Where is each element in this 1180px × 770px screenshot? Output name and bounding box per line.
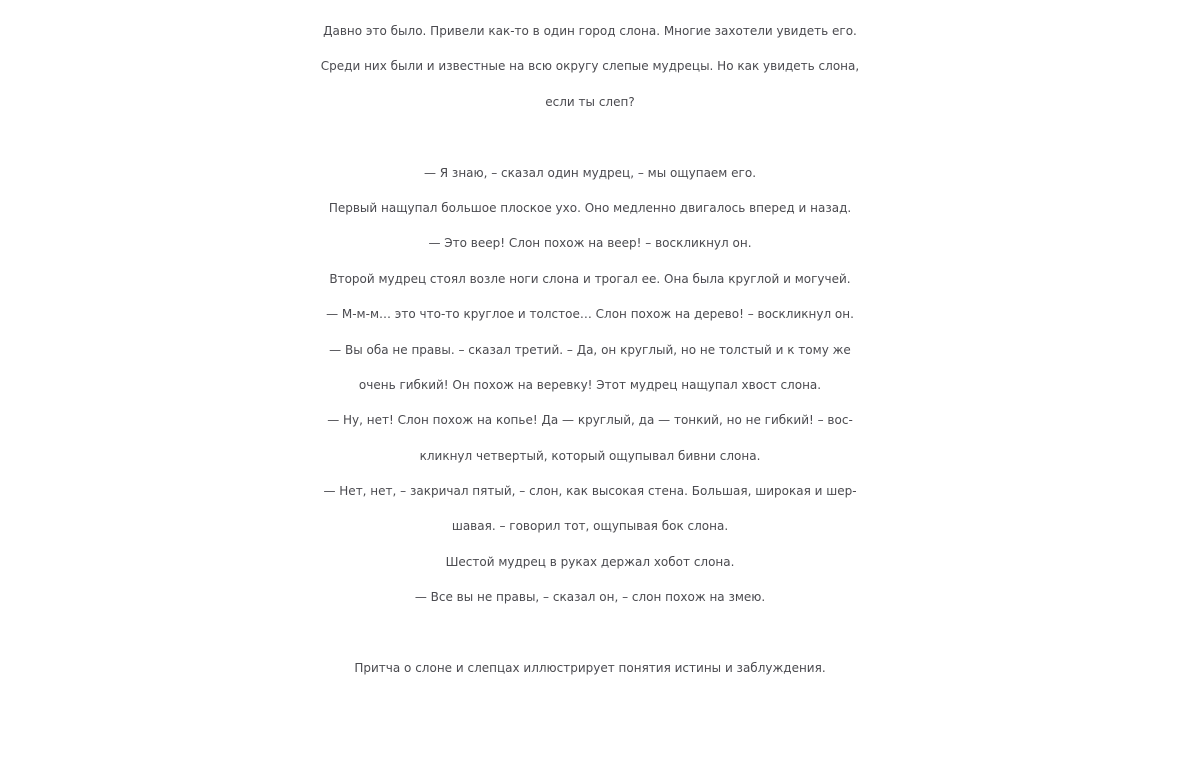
text-line: — Все вы не правы, – сказал он, – слон похож на змею. xyxy=(414,590,766,605)
paragraph-spacer xyxy=(0,120,1180,155)
text-line: Среди них были и известные на всю округу слепые мудрецы. Но как увидеть слона, xyxy=(320,59,860,74)
text-line: очень гибкий! Он похож на веревку! Этот мудрец нащупал хвост слона. xyxy=(358,377,822,392)
text-line: Второй мудрец стоял возле ноги слона и трогал ее. Она была круглой и могучей. xyxy=(329,271,851,286)
text-line: — Нет, нет, – закричал пятый, – слон, как высокая стена. Большая, широкая и шер- xyxy=(323,484,857,499)
text-line: шавая. – говорил тот, ощупывая бок слона. xyxy=(451,519,729,534)
text-line: Первый нащупал большое плоское ухо. Оно медленно двигалось вперед и назад. xyxy=(328,200,852,215)
text-line: Притча о слоне и слепцах иллюстрирует понятия истины и заблуждения. xyxy=(354,661,826,676)
text-line: — Ну, нет! Слон похож на копье! Да — круглый, да — тонкий, но не гибкий! – вос- xyxy=(327,413,853,428)
paragraph-intro xyxy=(0,14,1180,120)
text-line: Шестой мудрец в руках держал хобот слона. xyxy=(445,554,735,569)
paragraph-moral xyxy=(0,651,1180,686)
text-line: кликнул четвертый, который ощупывал бивни слона. xyxy=(419,448,761,463)
text-line: Давно это было. Привели как-то в один город слона. Многие захотели увидеть его. xyxy=(323,24,857,38)
text-line: — Я знаю, – сказал один мудрец, – мы ощупаем его. xyxy=(423,165,757,180)
text-line: если ты слеп? xyxy=(545,94,635,109)
text-line: — Вы оба не правы. – сказал третий. – Да, он круглый, но не толстый и к тому же xyxy=(329,342,851,357)
text-line: — М-м-м… это что-то круглое и толстое… Слон похож на дерево! – воскликнул он. xyxy=(326,307,854,322)
paragraph-spacer xyxy=(0,616,1180,651)
paragraph-story xyxy=(0,156,1180,616)
text-line: — Это веер! Слон похож на веер! – воскликнул он. xyxy=(428,236,752,251)
